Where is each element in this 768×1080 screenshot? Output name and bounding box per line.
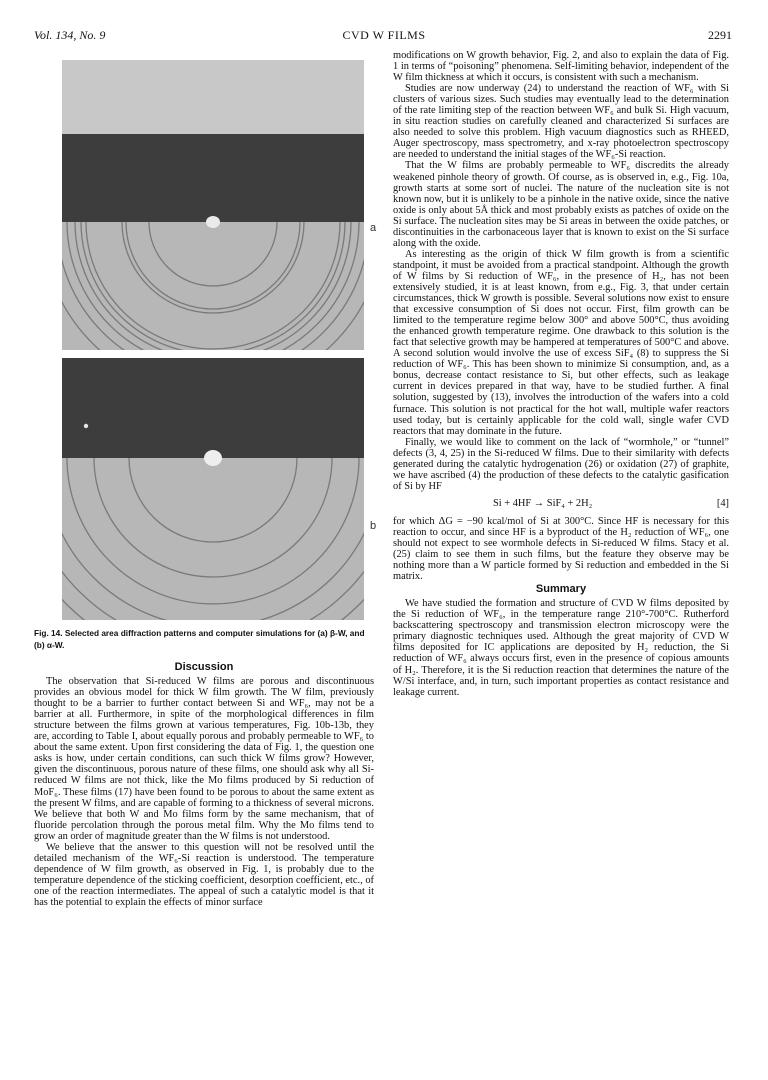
panel-label-b: b — [370, 520, 377, 532]
discussion-heading: Discussion — [174, 661, 234, 673]
left-column — [34, 660, 374, 908]
diffraction-pattern-b — [62, 358, 364, 620]
equation-4 — [393, 498, 729, 509]
discussion-paragraph-1: The observation that Si-reduced W films are porous and discontinuous provides an obvious model for thick W film growth. The W film, previously thought to be a barrier to further contact between Si and WF₆, may not be a barrier at all. Furthermore, in spite of the morphological differences in film structure between the films grown at various temperatures, Fig. 10b-13b, they are, according to Table I, about equally porous and probably permeable to WF₆ to about the same extent. Upon first considering the data of Fig. 1, the question one asks is how, under certain conditions, can such thick W films grow? However, given the discontinuous, porous nature of these films, one should ask why all Si-reduced W films are not thick, like the Mo films produced by Si reduction of MoF₆. These films (17) have been found to be porous to about the same extent as the present W films, and are capable of forming to a thickness of several microns. We believe that both W and Mo films form by the same mechanism, that of fluoride percolation through the porous metal film. Why the Mo films tend to grow an order of magnitude greater than the W films is not understood. — [34, 676, 374, 842]
diffraction-pattern-a — [62, 60, 364, 350]
discussion-paragraph-7: Finally, we would like to comment on the lack of “wormhole,” or “tunnel” defects (3, 4, 25) in the Si-reduced W films. Due to their similarity with defects generated during the catalytic hydrogenation (26) or oxidation (27) of graphite, we have ascribed (4) the production of these defects to the catalytic gasification of Si by HF — [393, 436, 729, 492]
journal-volume: Vol. 134, No. 9 — [34, 28, 106, 42]
page-number: 2291 — [708, 28, 732, 42]
running-title: CVD W FILMS — [342, 28, 426, 42]
panel-label-a: a — [370, 222, 377, 234]
equation-number: [4] — [716, 497, 729, 509]
discussion-paragraph-2: We believe that the answer to this question will not be resolved until the detailed mechanism of the WF₆-Si reaction is understood. The temperature dependence of W film growth, as observed in Fig. 1, is probably due to the temperature dependence of the sticking coefficient, desorption coefficient, etc., of one of the reaction intermediates. The appeal of such a catalytic model is that it has the potential to explain the effects of minor surface — [34, 841, 374, 908]
equation-text: Si + 4HF → SiF₄ + 2H₂ — [493, 497, 593, 509]
discussion-paragraph-6: As interesting as the origin of thick W film growth is from a scientific standpoint, it must be avoided from a practical standpoint. Although the growth of W films by Si reduction of WF₆, in the presence of H₂, has not been extensively studied, it is at least known, from e.g., Fig. 3, that under certain circumstances, thick W growth is possible. Several solutions now exist to ensure that excessive consumption of Si does not occur. First, film growth can be limited to the temperature regime below 300° and above 500°C, thus avoiding the enhanced growth temperature regime. One drawback to this solution is the fact that selective growth may be hampered at temperatures of 500°C and above. A second solution would involve the use of excess SiF₄ (8) to suppress the Si reduction of WF₆. This has been shown to minimize Si consumption, and, as a bonus, decrease contact resistance to Si, but other effects, such as leakage current in devices prepared in that way, have to be studied further. A final solution, suggested by (13), involves the introduction of the wafers into a cold furnace. This solution is not practical for the hot wall, multiple wafer reactors used today, but is certainly applicable for the cold wall, single wafer CVD reactors that may dominate in the future. — [393, 248, 729, 437]
discussion-paragraph-5: That the W films are probably permeable to WF₆ discredits the already weakened pinhole theory of growth. Of course, as is observed in, e.g., Fig. 10a, growth starts at some sort of nuclei. The nature of the nucleation site is not known now, but it is unlikely to be a pinhole in the native oxide, since the native oxide is only about 5Å thick and most probably exists as patches of oxide on the Si surface. The nucleation sites may be Si areas in between the oxide patches, or discontinuities in the carbonaceous layer that is known to exist on the Si surface along with the oxide. — [393, 160, 729, 249]
summary-heading: Summary — [535, 583, 587, 596]
figure-caption: Fig. 14. Selected area diffraction patterns and computer simulations for (a) β-W, and (b) α-W. — [34, 628, 365, 650]
discussion-paragraph-3: modifications on W growth behavior, Fig. 2, and also to explain the data of Fig. 1 in terms of “poisoning” phenomena. Self-limiting behavior, independent of the W film thickness at which it occurs, is consistent with such a mechanism. — [393, 50, 729, 84]
discussion-paragraph-4: Studies are now underway (24) to understand the reaction of WF₆ with Si clusters of various sizes. Such studies may eventually lead to the determination of the rate limiting step of the reaction between WF₆ and bulk Si. High vacuum, in situ reaction studies on carefully cleaned and characterized Si surfaces are also needed to solve this problem. High vacuum diagnostics such as RHEED, Auger spectroscopy, mass spectrometry, and x-ray photoelectron spectroscopy are needed to understand the initial stages of the WF₆-Si reaction. — [393, 83, 729, 161]
summary-paragraph-1: We have studied the formation and structure of CVD W films deposited by the Si reduction of WF₆, in the temperature range 210°-700°C. Rutherford backscattering spectroscopy and transmission electron microscopy were the primary diagnostic techniques used. Although the great majority of CVD W films deposited for IC applications are deposited by H₂ reduction, the Si reduction of WF₆ always occurs first, even in the presence of copious amounts of H₂. Therefore, it is the Si reduction reaction that determines the nature of the W/Si interface, and, in turn, such important properties as contact resistance and leakage current. — [393, 598, 729, 698]
discussion-paragraph-8: for which ΔG = −90 kcal/mol of Si at 300°C. Since HF is necessary for this reaction to occur, and since HF is a byproduct of the H₂ reduction of WF₆, one should not expect to see wormhole defects in Si-reduced W films. Stacy et al. (25) claim to see them in such films, but the feature they observe may be nothing more than a W particle formed by Si reduction and embedded in the Si matrix. — [393, 515, 729, 583]
right-column — [393, 50, 729, 698]
